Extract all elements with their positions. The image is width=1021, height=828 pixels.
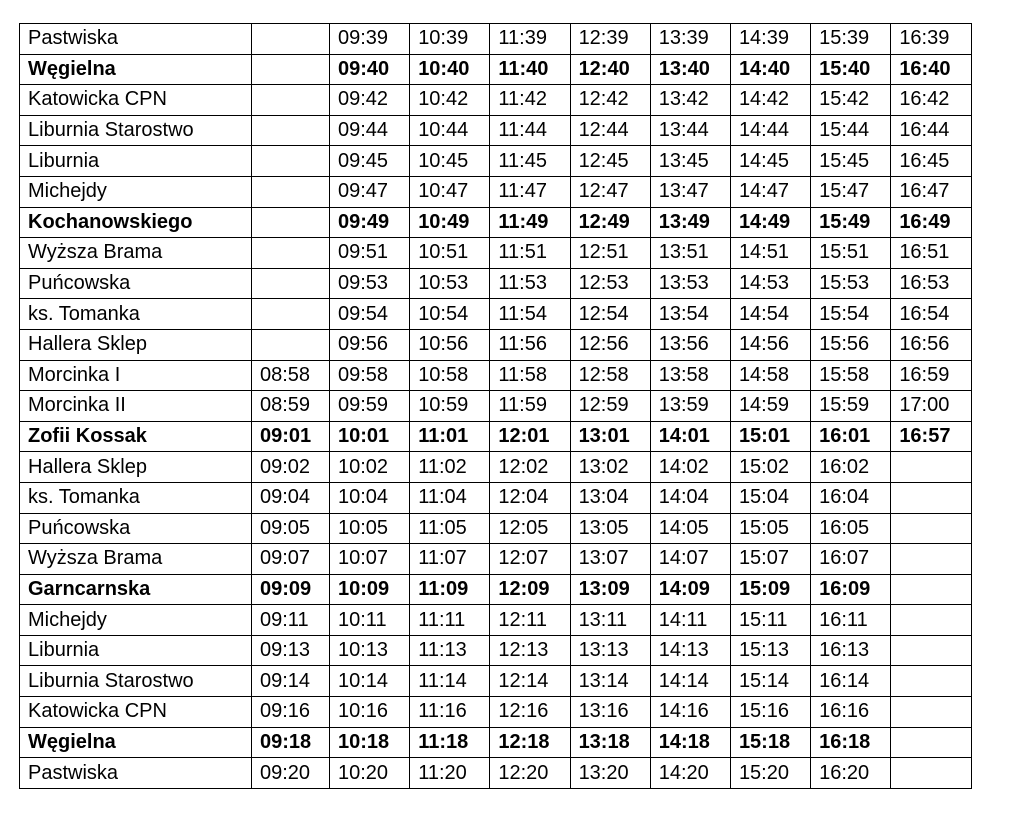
departure-time-cell: 13:42 [650, 85, 730, 116]
departure-time-cell: 09:47 [330, 176, 410, 207]
departure-time-cell: 16:42 [891, 85, 971, 116]
stop-name-cell: Liburnia Starostwo [20, 115, 252, 146]
departure-time-cell: 14:05 [650, 513, 730, 544]
timetable-row [20, 329, 972, 360]
departure-time-cell: 15:39 [811, 24, 891, 55]
departure-time-cell: 11:47 [490, 176, 570, 207]
departure-time-cell: 14:13 [650, 635, 730, 666]
stop-name-cell: Hallera Sklep [20, 329, 252, 360]
timetable [19, 23, 972, 789]
stop-name-cell: Morcinka II [20, 391, 252, 422]
departure-time-cell: 16:07 [811, 544, 891, 575]
departure-time-cell: 11:16 [410, 697, 490, 728]
departure-time-cell: 12:49 [570, 207, 650, 238]
departure-time-cell: 09:44 [330, 115, 410, 146]
stop-name-cell: Garncarnska [20, 574, 252, 605]
departure-time-cell: 13:14 [570, 666, 650, 697]
departure-time-cell: 11:01 [410, 421, 490, 452]
departure-time-cell [252, 115, 330, 146]
departure-time-cell: 13:07 [570, 544, 650, 575]
departure-time-cell: 09:13 [252, 635, 330, 666]
departure-time-cell: 12:13 [490, 635, 570, 666]
departure-time-cell: 16:57 [891, 421, 971, 452]
stop-name-cell: Michejdy [20, 605, 252, 636]
departure-time-cell: 16:16 [811, 697, 891, 728]
departure-time-cell: 13:13 [570, 635, 650, 666]
departure-time-cell: 13:56 [650, 329, 730, 360]
timetable-row [20, 513, 972, 544]
departure-time-cell [891, 727, 971, 758]
departure-time-cell: 09:58 [330, 360, 410, 391]
departure-time-cell: 13:16 [570, 697, 650, 728]
departure-time-cell: 10:53 [410, 268, 490, 299]
timetable-row [20, 697, 972, 728]
departure-time-cell: 16:09 [811, 574, 891, 605]
stop-name-cell: Wyższa Brama [20, 238, 252, 269]
departure-time-cell: 16:04 [811, 482, 891, 513]
departure-time-cell: 15:02 [730, 452, 810, 483]
departure-time-cell: 13:53 [650, 268, 730, 299]
departure-time-cell: 14:59 [730, 391, 810, 422]
departure-time-cell: 15:07 [730, 544, 810, 575]
departure-time-cell: 09:49 [330, 207, 410, 238]
departure-time-cell: 15:20 [730, 758, 810, 789]
departure-time-cell: 09:20 [252, 758, 330, 789]
departure-time-cell: 12:20 [490, 758, 570, 789]
departure-time-cell: 11:11 [410, 605, 490, 636]
departure-time-cell: 16:44 [891, 115, 971, 146]
departure-time-cell: 11:51 [490, 238, 570, 269]
departure-time-cell: 10:09 [330, 574, 410, 605]
timetable-row [20, 666, 972, 697]
departure-time-cell: 15:05 [730, 513, 810, 544]
departure-time-cell: 09:59 [330, 391, 410, 422]
departure-time-cell: 16:49 [891, 207, 971, 238]
stop-name-cell: Zofii Kossak [20, 421, 252, 452]
departure-time-cell: 13:11 [570, 605, 650, 636]
departure-time-cell: 14:39 [730, 24, 810, 55]
timetable-row [20, 758, 972, 789]
departure-time-cell: 10:56 [410, 329, 490, 360]
departure-time-cell: 09:05 [252, 513, 330, 544]
departure-time-cell: 16:01 [811, 421, 891, 452]
departure-time-cell: 12:47 [570, 176, 650, 207]
departure-time-cell [891, 544, 971, 575]
departure-time-cell: 14:20 [650, 758, 730, 789]
departure-time-cell: 11:40 [490, 54, 570, 85]
departure-time-cell: 11:49 [490, 207, 570, 238]
departure-time-cell: 13:20 [570, 758, 650, 789]
departure-time-cell: 10:04 [330, 482, 410, 513]
departure-time-cell: 14:04 [650, 482, 730, 513]
departure-time-cell: 12:05 [490, 513, 570, 544]
timetable-row [20, 268, 972, 299]
departure-time-cell [252, 176, 330, 207]
departure-time-cell: 11:39 [490, 24, 570, 55]
departure-time-cell: 15:01 [730, 421, 810, 452]
departure-time-cell: 14:18 [650, 727, 730, 758]
departure-time-cell [891, 452, 971, 483]
departure-time-cell: 15:51 [811, 238, 891, 269]
departure-time-cell: 16:14 [811, 666, 891, 697]
departure-time-cell: 12:59 [570, 391, 650, 422]
departure-time-cell: 11:18 [410, 727, 490, 758]
departure-time-cell: 14:11 [650, 605, 730, 636]
departure-time-cell: 13:01 [570, 421, 650, 452]
departure-time-cell: 12:16 [490, 697, 570, 728]
departure-time-cell: 16:51 [891, 238, 971, 269]
departure-time-cell: 12:14 [490, 666, 570, 697]
departure-time-cell: 09:07 [252, 544, 330, 575]
departure-time-cell: 10:42 [410, 85, 490, 116]
departure-time-cell: 09:16 [252, 697, 330, 728]
departure-time-cell: 13:04 [570, 482, 650, 513]
departure-time-cell: 15:09 [730, 574, 810, 605]
stop-name-cell: Węgielna [20, 54, 252, 85]
departure-time-cell: 12:53 [570, 268, 650, 299]
stop-name-cell: Liburnia Starostwo [20, 666, 252, 697]
departure-time-cell: 10:16 [330, 697, 410, 728]
departure-time-cell [891, 574, 971, 605]
departure-time-cell: 16:59 [891, 360, 971, 391]
departure-time-cell: 11:09 [410, 574, 490, 605]
departure-time-cell [252, 329, 330, 360]
departure-time-cell: 10:02 [330, 452, 410, 483]
departure-time-cell: 11:58 [490, 360, 570, 391]
departure-time-cell: 11:05 [410, 513, 490, 544]
departure-time-cell: 16:13 [811, 635, 891, 666]
departure-time-cell: 16:53 [891, 268, 971, 299]
departure-time-cell: 11:44 [490, 115, 570, 146]
departure-time-cell: 15:56 [811, 329, 891, 360]
departure-time-cell: 15:18 [730, 727, 810, 758]
departure-time-cell: 11:04 [410, 482, 490, 513]
departure-time-cell: 15:11 [730, 605, 810, 636]
departure-time-cell [252, 85, 330, 116]
departure-time-cell: 11:07 [410, 544, 490, 575]
departure-time-cell: 14:53 [730, 268, 810, 299]
departure-time-cell [891, 482, 971, 513]
departure-time-cell: 14:56 [730, 329, 810, 360]
timetable-row [20, 391, 972, 422]
departure-time-cell [891, 635, 971, 666]
departure-time-cell: 15:47 [811, 176, 891, 207]
stop-name-cell: Katowicka CPN [20, 697, 252, 728]
departure-time-cell: 09:40 [330, 54, 410, 85]
stop-name-cell: Hallera Sklep [20, 452, 252, 483]
departure-time-cell: 10:54 [410, 299, 490, 330]
departure-time-cell: 10:13 [330, 635, 410, 666]
departure-time-cell: 16:47 [891, 176, 971, 207]
departure-time-cell: 13:59 [650, 391, 730, 422]
departure-time-cell: 12:11 [490, 605, 570, 636]
departure-time-cell: 17:00 [891, 391, 971, 422]
departure-time-cell: 09:51 [330, 238, 410, 269]
departure-time-cell: 09:18 [252, 727, 330, 758]
departure-time-cell: 14:02 [650, 452, 730, 483]
departure-time-cell: 15:14 [730, 666, 810, 697]
timetable-row [20, 146, 972, 177]
departure-time-cell: 13:40 [650, 54, 730, 85]
departure-time-cell: 10:20 [330, 758, 410, 789]
departure-time-cell: 16:45 [891, 146, 971, 177]
departure-time-cell [891, 697, 971, 728]
departure-time-cell: 12:45 [570, 146, 650, 177]
departure-time-cell: 15:45 [811, 146, 891, 177]
departure-time-cell: 12:58 [570, 360, 650, 391]
timetable-row [20, 176, 972, 207]
departure-time-cell: 14:49 [730, 207, 810, 238]
departure-time-cell [891, 605, 971, 636]
stop-name-cell: Michejdy [20, 176, 252, 207]
departure-time-cell: 16:18 [811, 727, 891, 758]
departure-time-cell: 11:14 [410, 666, 490, 697]
timetable-row [20, 360, 972, 391]
timetable-row [20, 452, 972, 483]
timetable-row [20, 574, 972, 605]
stop-name-cell: Pastwiska [20, 24, 252, 55]
departure-time-cell: 09:54 [330, 299, 410, 330]
departure-time-cell: 15:59 [811, 391, 891, 422]
departure-time-cell: 13:58 [650, 360, 730, 391]
departure-time-cell: 12:39 [570, 24, 650, 55]
departure-time-cell: 15:42 [811, 85, 891, 116]
departure-time-cell: 12:01 [490, 421, 570, 452]
stop-name-cell: Liburnia [20, 635, 252, 666]
departure-time-cell: 13:02 [570, 452, 650, 483]
departure-time-cell: 09:11 [252, 605, 330, 636]
departure-time-cell: 16:11 [811, 605, 891, 636]
departure-time-cell: 13:51 [650, 238, 730, 269]
stop-name-cell: Wyższa Brama [20, 544, 252, 575]
departure-time-cell: 14:54 [730, 299, 810, 330]
stop-name-cell: Puńcowska [20, 513, 252, 544]
departure-time-cell: 15:16 [730, 697, 810, 728]
departure-time-cell: 11:59 [490, 391, 570, 422]
departure-time-cell: 10:49 [410, 207, 490, 238]
departure-time-cell: 10:01 [330, 421, 410, 452]
departure-time-cell: 13:05 [570, 513, 650, 544]
departure-time-cell: 10:11 [330, 605, 410, 636]
departure-time-cell: 14:16 [650, 697, 730, 728]
departure-time-cell: 11:45 [490, 146, 570, 177]
departure-time-cell: 10:51 [410, 238, 490, 269]
departure-time-cell: 13:45 [650, 146, 730, 177]
departure-time-cell: 12:42 [570, 85, 650, 116]
timetable-row [20, 24, 972, 55]
departure-time-cell: 10:45 [410, 146, 490, 177]
departure-time-cell [252, 299, 330, 330]
departure-time-cell: 11:54 [490, 299, 570, 330]
departure-time-cell: 15:44 [811, 115, 891, 146]
departure-time-cell: 10:47 [410, 176, 490, 207]
timetable-row [20, 605, 972, 636]
departure-time-cell: 11:56 [490, 329, 570, 360]
departure-time-cell: 10:18 [330, 727, 410, 758]
departure-time-cell: 10:07 [330, 544, 410, 575]
departure-time-cell: 10:59 [410, 391, 490, 422]
departure-time-cell: 09:39 [330, 24, 410, 55]
departure-time-cell: 14:45 [730, 146, 810, 177]
departure-time-cell: 09:04 [252, 482, 330, 513]
departure-time-cell: 14:51 [730, 238, 810, 269]
departure-time-cell: 08:58 [252, 360, 330, 391]
timetable-row [20, 299, 972, 330]
departure-time-cell [891, 758, 971, 789]
departure-time-cell: 09:02 [252, 452, 330, 483]
departure-time-cell: 13:54 [650, 299, 730, 330]
departure-time-cell: 10:05 [330, 513, 410, 544]
departure-time-cell: 16:05 [811, 513, 891, 544]
departure-time-cell: 14:40 [730, 54, 810, 85]
departure-time-cell: 12:18 [490, 727, 570, 758]
departure-time-cell: 14:44 [730, 115, 810, 146]
departure-time-cell: 16:39 [891, 24, 971, 55]
stop-name-cell: Kochanowskiego [20, 207, 252, 238]
departure-time-cell: 15:54 [811, 299, 891, 330]
departure-time-cell: 12:44 [570, 115, 650, 146]
departure-time-cell: 14:01 [650, 421, 730, 452]
departure-time-cell: 10:40 [410, 54, 490, 85]
departure-time-cell [891, 666, 971, 697]
departure-time-cell: 12:56 [570, 329, 650, 360]
timetable-row [20, 115, 972, 146]
departure-time-cell: 14:07 [650, 544, 730, 575]
departure-time-cell: 11:53 [490, 268, 570, 299]
departure-time-cell: 13:44 [650, 115, 730, 146]
departure-time-cell: 13:47 [650, 176, 730, 207]
departure-time-cell: 12:09 [490, 574, 570, 605]
departure-time-cell: 12:54 [570, 299, 650, 330]
departure-time-cell [891, 513, 971, 544]
timetable-row [20, 238, 972, 269]
departure-time-cell: 08:59 [252, 391, 330, 422]
departure-time-cell: 09:42 [330, 85, 410, 116]
departure-time-cell: 15:58 [811, 360, 891, 391]
stop-name-cell: ks. Tomanka [20, 482, 252, 513]
departure-time-cell: 12:51 [570, 238, 650, 269]
departure-time-cell: 15:53 [811, 268, 891, 299]
departure-time-cell [252, 207, 330, 238]
departure-time-cell [252, 146, 330, 177]
departure-time-cell: 11:42 [490, 85, 570, 116]
departure-time-cell: 09:14 [252, 666, 330, 697]
timetable-row [20, 207, 972, 238]
stop-name-cell: Katowicka CPN [20, 85, 252, 116]
departure-time-cell: 16:54 [891, 299, 971, 330]
stop-name-cell: Węgielna [20, 727, 252, 758]
departure-time-cell: 16:02 [811, 452, 891, 483]
timetable-row [20, 54, 972, 85]
timetable-row [20, 635, 972, 666]
departure-time-cell [252, 238, 330, 269]
departure-time-cell: 12:04 [490, 482, 570, 513]
departure-time-cell: 09:56 [330, 329, 410, 360]
departure-time-cell: 09:45 [330, 146, 410, 177]
departure-time-cell: 13:49 [650, 207, 730, 238]
departure-time-cell [252, 24, 330, 55]
timetable-row [20, 482, 972, 513]
departure-time-cell: 12:07 [490, 544, 570, 575]
departure-time-cell: 09:53 [330, 268, 410, 299]
timetable-row [20, 85, 972, 116]
stop-name-cell: Pastwiska [20, 758, 252, 789]
departure-time-cell: 14:14 [650, 666, 730, 697]
departure-time-cell: 15:49 [811, 207, 891, 238]
departure-time-cell: 15:04 [730, 482, 810, 513]
departure-time-cell: 15:40 [811, 54, 891, 85]
departure-time-cell: 10:44 [410, 115, 490, 146]
stop-name-cell: Morcinka I [20, 360, 252, 391]
stop-name-cell: Liburnia [20, 146, 252, 177]
departure-time-cell: 11:13 [410, 635, 490, 666]
timetable-row [20, 421, 972, 452]
departure-time-cell [252, 268, 330, 299]
departure-time-cell: 14:09 [650, 574, 730, 605]
departure-time-cell: 10:39 [410, 24, 490, 55]
departure-time-cell: 12:40 [570, 54, 650, 85]
departure-time-cell: 16:40 [891, 54, 971, 85]
departure-time-cell: 13:18 [570, 727, 650, 758]
stop-name-cell: ks. Tomanka [20, 299, 252, 330]
departure-time-cell: 12:02 [490, 452, 570, 483]
departure-time-cell: 16:56 [891, 329, 971, 360]
departure-time-cell: 14:58 [730, 360, 810, 391]
departure-time-cell: 14:42 [730, 85, 810, 116]
departure-time-cell: 11:20 [410, 758, 490, 789]
timetable-row [20, 544, 972, 575]
departure-time-cell: 10:14 [330, 666, 410, 697]
stop-name-cell: Puńcowska [20, 268, 252, 299]
departure-time-cell: 09:01 [252, 421, 330, 452]
departure-time-cell: 14:47 [730, 176, 810, 207]
departure-time-cell: 13:09 [570, 574, 650, 605]
departure-time-cell: 11:02 [410, 452, 490, 483]
departure-time-cell: 15:13 [730, 635, 810, 666]
departure-time-cell: 13:39 [650, 24, 730, 55]
departure-time-cell [252, 54, 330, 85]
departure-time-cell: 16:20 [811, 758, 891, 789]
departure-time-cell: 10:58 [410, 360, 490, 391]
timetable-body [20, 24, 972, 789]
departure-time-cell: 09:09 [252, 574, 330, 605]
timetable-row [20, 727, 972, 758]
